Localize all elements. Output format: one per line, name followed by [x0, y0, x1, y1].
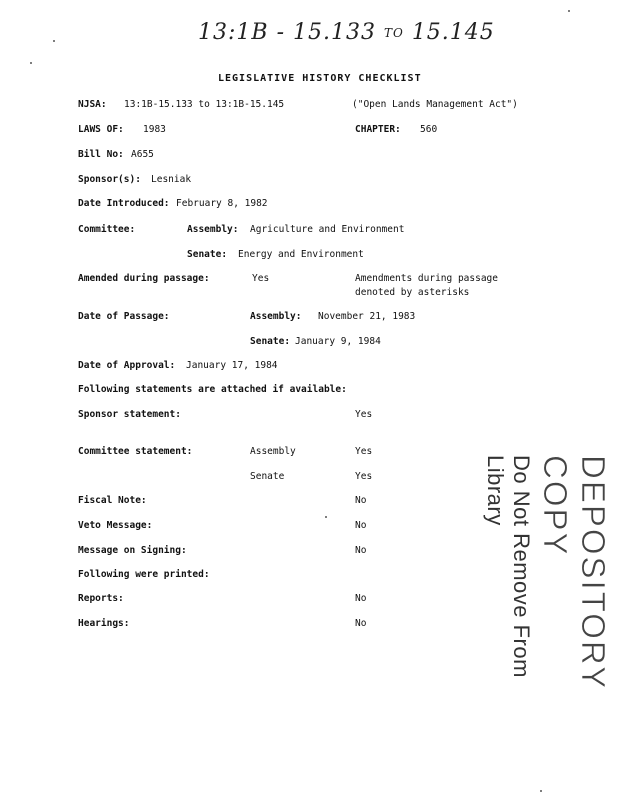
committee-senate-value: Energy and Environment [238, 249, 364, 260]
amended-value: Yes [252, 273, 270, 284]
amended-note-line1: Amendments during passage [355, 273, 498, 284]
laws-of-label: LAWS OF: [78, 124, 124, 135]
amended-label: Amended during passage: [78, 273, 210, 284]
njsa-value: 13:1B-15.133 to 13:1B-15.145 [124, 99, 285, 110]
sponsors-value: Lesniak [151, 174, 192, 185]
committee-statement-label: Committee statement: [78, 446, 193, 457]
fiscal-note-value: No [355, 495, 367, 506]
date-introduced-value: February 8, 1982 [176, 198, 268, 209]
scan-speck [540, 790, 542, 792]
amended-note-line2: denoted by asterisks [355, 287, 470, 298]
reports-value: No [355, 593, 367, 604]
scan-speck [325, 516, 327, 518]
chapter-label: CHAPTER: [355, 124, 401, 135]
bill-no-label: Bill No: [78, 149, 124, 160]
laws-of-value: 1983 [143, 124, 166, 135]
scan-speck [30, 62, 32, 64]
date-of-passage-label: Date of Passage: [78, 311, 170, 322]
page-title: LEGISLATIVE HISTORY CHECKLIST [218, 73, 422, 84]
committee-statement-senate-label: Senate [250, 471, 285, 482]
committee-statement-assembly-label: Assembly [250, 446, 296, 457]
stamp-depository-copy: DEPOSITORY COPY [537, 455, 612, 690]
passage-senate-label: Senate: [250, 336, 291, 347]
passage-assembly-label: Assembly: [250, 311, 302, 322]
stamp-do-not-remove: Do Not Remove From Library [483, 455, 534, 678]
committee-statement-assembly-value: Yes [355, 446, 373, 457]
sponsor-statement-value: Yes [355, 409, 373, 420]
bill-no-value: A655 [131, 149, 154, 160]
depository-copy-stamp [483, 455, 612, 755]
committee-label: Committee: [78, 224, 136, 235]
njsa-label: NJSA: [78, 99, 107, 110]
scan-speck [568, 10, 570, 12]
hearings-label: Hearings: [78, 618, 130, 629]
handwritten-range-start: 13:1B - 15.133 [198, 20, 376, 45]
sponsors-label: Sponsor(s): [78, 174, 141, 185]
reports-label: Reports: [78, 593, 124, 604]
handwritten-statute-range [198, 20, 495, 45]
handwritten-range-end: 15.145 [411, 20, 495, 45]
message-on-signing-label: Message on Signing: [78, 545, 187, 556]
committee-senate-label: Senate: [187, 249, 228, 260]
committee-assembly-value: Agriculture and Environment [250, 224, 405, 235]
date-of-approval-value: January 17, 1984 [186, 360, 278, 371]
chapter-value: 560 [420, 124, 438, 135]
passage-assembly-value: November 21, 1983 [318, 311, 416, 322]
act-short-title: ("Open Lands Management Act") [352, 99, 518, 110]
scan-speck [53, 40, 55, 42]
attached-statements-heading: Following statements are attached if available: [78, 384, 347, 395]
message-on-signing-value: No [355, 545, 367, 556]
printed-heading: Following were printed: [78, 569, 210, 580]
sponsor-statement-label: Sponsor statement: [78, 409, 181, 420]
fiscal-note-label: Fiscal Note: [78, 495, 147, 506]
veto-message-value: No [355, 520, 367, 531]
date-of-approval-label: Date of Approval: [78, 360, 176, 371]
passage-senate-value: January 9, 1984 [295, 336, 381, 347]
committee-assembly-label: Assembly: [187, 224, 239, 235]
date-introduced-label: Date Introduced: [78, 198, 170, 209]
committee-statement-senate-value: Yes [355, 471, 373, 482]
hearings-value: No [355, 618, 367, 629]
veto-message-label: Veto Message: [78, 520, 153, 531]
handwritten-to: TO [383, 26, 404, 40]
